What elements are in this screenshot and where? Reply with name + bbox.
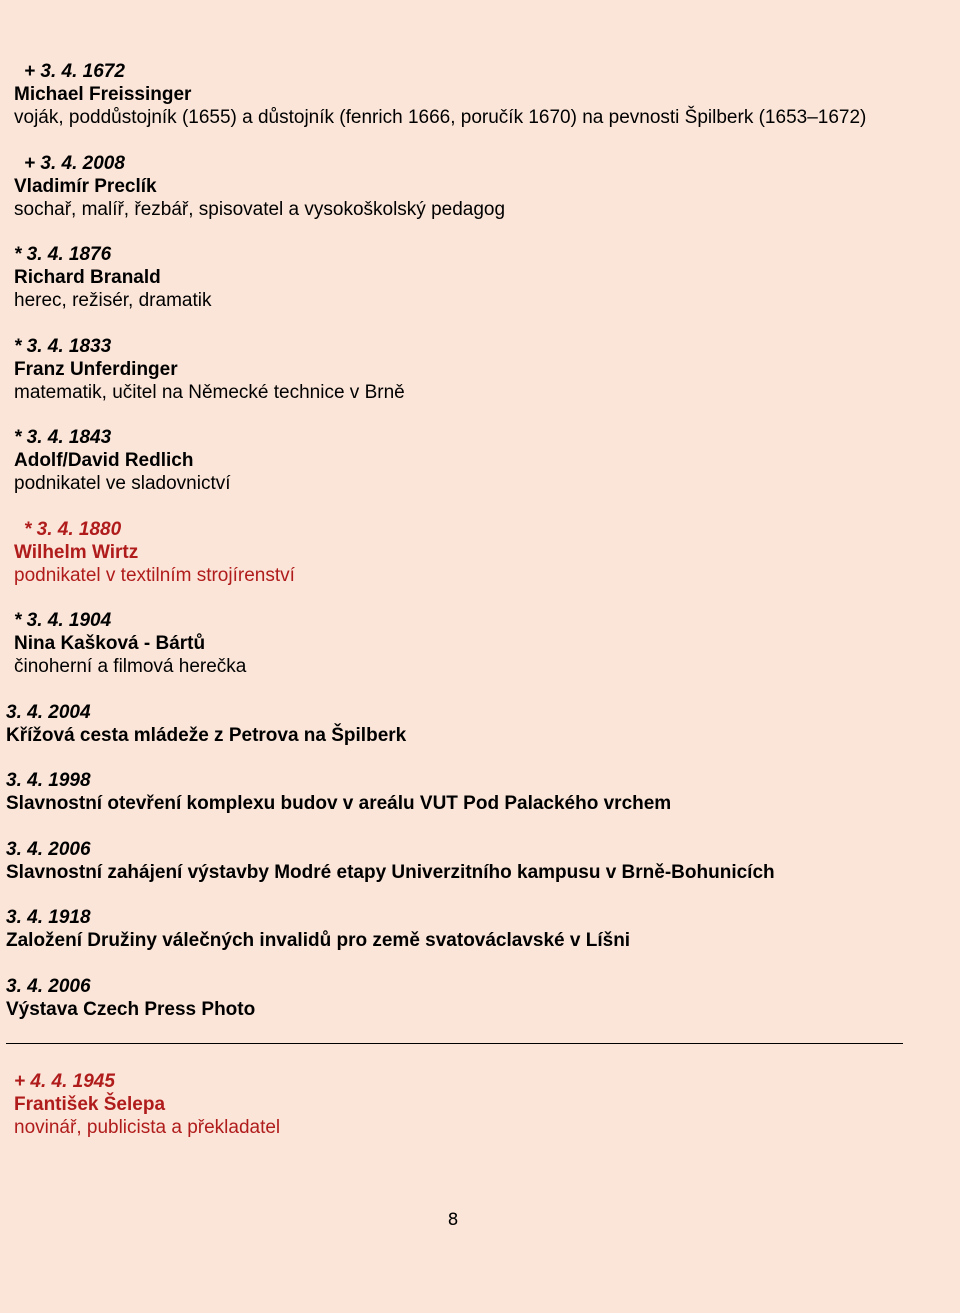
- entry-description: sochař, malíř, řezbář, spisovatel a vysokoškolský pedagog: [14, 199, 506, 220]
- event-title: Křížová cesta mládeže z Petrova na Špilberk: [6, 725, 407, 746]
- entry-description: herec, režisér, dramatik: [14, 290, 212, 311]
- event-title: Slavnostní zahájení výstavby Modré etapy Univerzitního kampusu v Brně-Bohunicích: [6, 862, 775, 883]
- entry-name: František Šelepa: [14, 1094, 166, 1115]
- person-entry: [14, 152, 505, 221]
- person-entry: [14, 335, 405, 404]
- event-entry: [6, 769, 671, 815]
- person-entry: [14, 243, 211, 312]
- event-date: 3. 4. 2004: [6, 702, 91, 723]
- entry-date: * 3. 4. 1880: [24, 519, 122, 540]
- event-date: 3. 4. 1918: [6, 907, 91, 928]
- event-date: 3. 4. 2006: [6, 976, 91, 997]
- entry-name: Richard Branald: [14, 267, 161, 288]
- entry-date: * 3. 4. 1904: [14, 610, 112, 631]
- event-entry: [6, 975, 255, 1021]
- entry-date: * 3. 4. 1876: [14, 244, 112, 265]
- person-entry: [14, 609, 246, 678]
- entry-description: novinář, publicista a překladatel: [14, 1117, 281, 1138]
- entry-date: * 3. 4. 1843: [14, 427, 112, 448]
- event-entry: [6, 838, 775, 884]
- entry-description: činoherní a filmová herečka: [14, 656, 247, 677]
- entry-name: Wilhelm Wirtz: [14, 542, 139, 563]
- entry-name: Franz Unferdinger: [14, 359, 178, 380]
- next-day-entry: [14, 1070, 280, 1139]
- entry-date: + 3. 4. 2008: [24, 153, 125, 174]
- event-title: Výstava Czech Press Photo: [6, 999, 256, 1020]
- entry-date: * 3. 4. 1833: [14, 336, 112, 357]
- entry-name: Nina Kašková - Bártů: [14, 633, 206, 654]
- event-date: 3. 4. 1998: [6, 770, 91, 791]
- event-date: 3. 4. 2006: [6, 839, 91, 860]
- person-entry: [14, 60, 866, 129]
- entry-description: podnikatel ve sladovnictví: [14, 473, 231, 494]
- page-number: 8: [447, 1210, 459, 1230]
- entry-name: Adolf/David Redlich: [14, 450, 194, 471]
- event-entry: [6, 701, 406, 747]
- entry-date: + 3. 4. 1672: [24, 61, 125, 82]
- entry-date: + 4. 4. 1945: [14, 1071, 115, 1092]
- entry-name: Vladimír Preclík: [14, 176, 157, 197]
- entry-name: Michael Freissinger: [14, 84, 192, 105]
- section-divider: [6, 1043, 903, 1044]
- event-title: Založení Družiny válečných invalidů pro země svatováclavské v Líšni: [6, 930, 631, 951]
- entry-description: podnikatel v textilním strojírenství: [14, 565, 295, 586]
- event-title: Slavnostní otevření komplexu budov v areálu VUT Pod Palackého vrchem: [6, 793, 672, 814]
- entry-description: matematik, učitel na Německé technice v Brně: [14, 382, 405, 403]
- person-entry-highlighted: [14, 518, 295, 587]
- person-entry: [14, 426, 231, 495]
- entry-description: voják, poddůstojník (1655) a důstojník (fenrich 1666, poručík 1670) na pevnosti Špilberk (1653–1672): [14, 107, 867, 128]
- event-entry: [6, 906, 630, 952]
